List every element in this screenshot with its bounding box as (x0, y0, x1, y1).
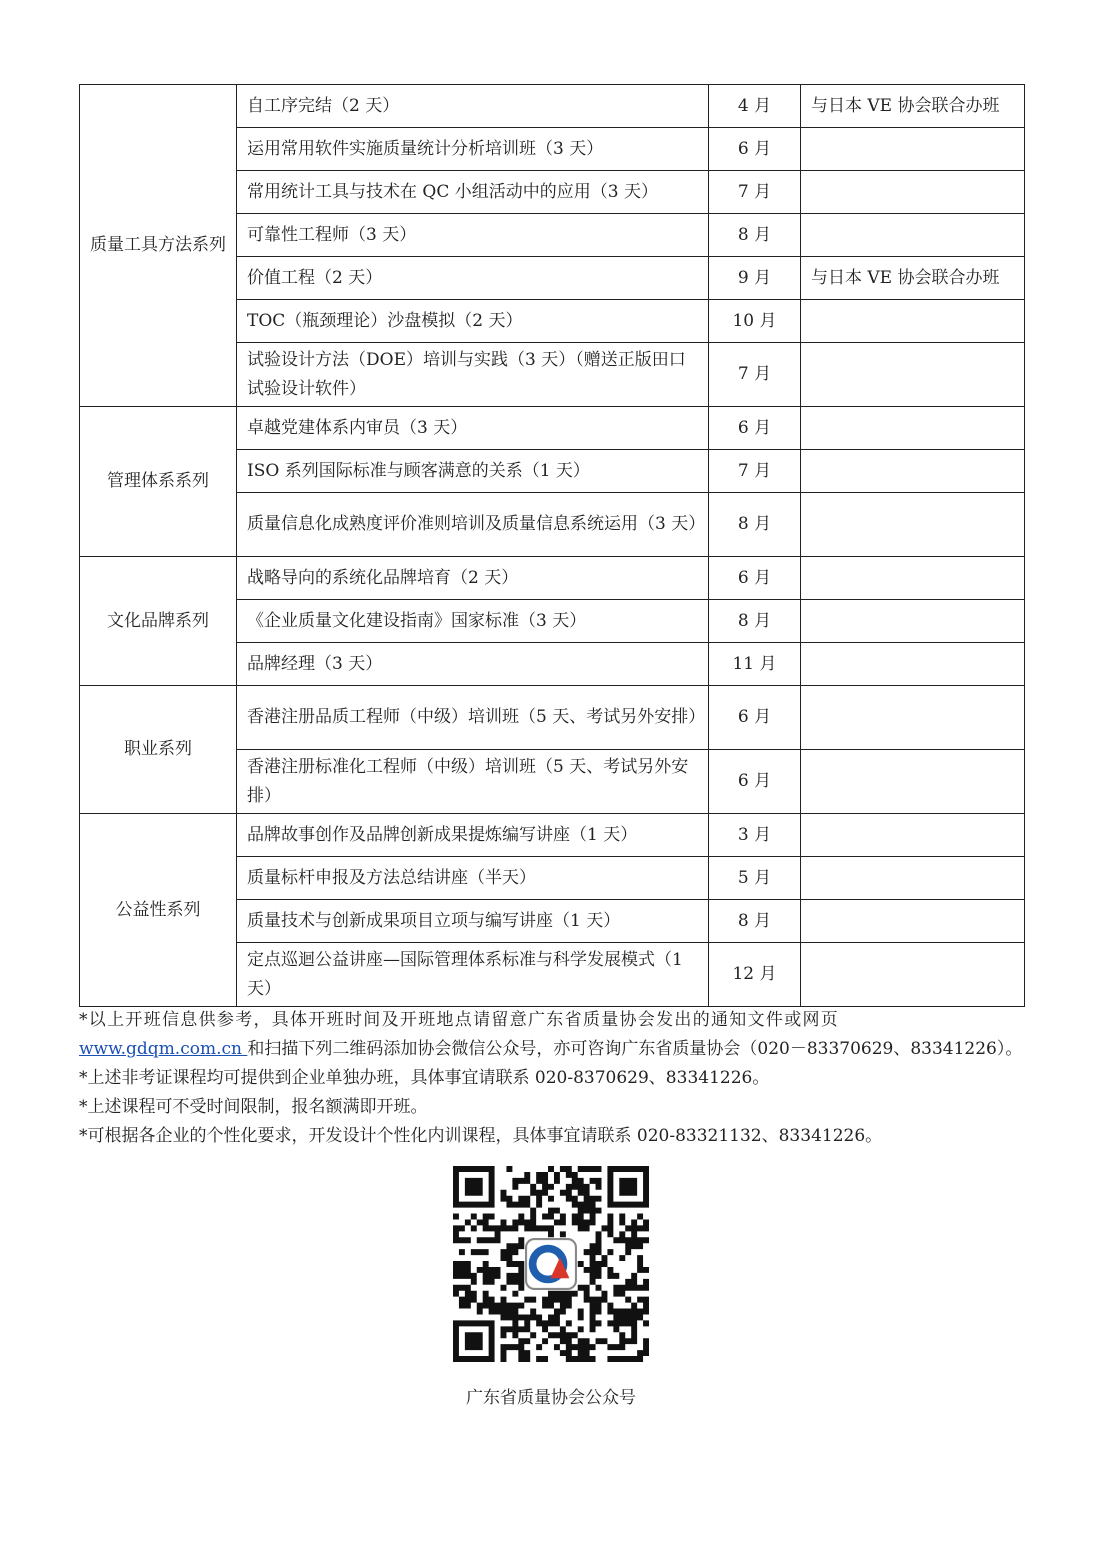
note-cell (801, 686, 1025, 750)
course-cell: 常用统计工具与技术在 QC 小组活动中的应用（3 天） (237, 171, 709, 214)
course-schedule-body (80, 85, 1025, 1007)
month-cell: 6 月 (709, 557, 801, 600)
table-row (80, 85, 1025, 128)
note-cell: 与日本 VE 协会联合办班 (801, 257, 1025, 300)
table-row (80, 686, 1025, 750)
wechat-qr-code (453, 1166, 649, 1362)
course-cell: 价值工程（2 天） (237, 257, 709, 300)
note-cell (801, 750, 1025, 814)
month-cell: 6 月 (709, 686, 801, 750)
note-1-suffix: 和扫描下列二维码添加协会微信公众号，亦可咨询广东省质量协会（020－83370629、83341226）。 (247, 1039, 1023, 1059)
course-cell: 香港注册品质工程师（中级）培训班（5 天、考试另外安排） (237, 686, 709, 750)
course-cell: ISO 系列国际标准与顾客满意的关系（1 天） (237, 450, 709, 493)
course-cell: 质量技术与创新成果项目立项与编写讲座（1 天） (237, 900, 709, 943)
month-cell: 7 月 (709, 450, 801, 493)
category-cell: 质量工具方法系列 (80, 85, 237, 407)
note-cell (801, 450, 1025, 493)
course-cell: 运用常用软件实施质量统计分析培训班（3 天） (237, 128, 709, 171)
month-cell: 6 月 (709, 407, 801, 450)
course-cell: 《企业质量文化建设指南》国家标准（3 天） (237, 600, 709, 643)
month-cell: 8 月 (709, 900, 801, 943)
note-cell: 与日本 VE 协会联合办班 (801, 85, 1025, 128)
website-link[interactable]: www.gdqm.com.cn (79, 1039, 248, 1059)
course-cell: 质量信息化成熟度评价准则培训及质量信息系统运用（3 天） (237, 493, 709, 557)
month-cell: 8 月 (709, 214, 801, 257)
qr-caption: 广东省质量协会公众号 (466, 1388, 636, 1408)
month-cell: 3 月 (709, 814, 801, 857)
course-cell: 试验设计方法（DOE）培训与实践（3 天）（赠送正版田口试验设计软件） (237, 343, 709, 407)
course-cell: 可靠性工程师（3 天） (237, 214, 709, 257)
note-1-cont (79, 1035, 1039, 1064)
course-cell: 战略导向的系统化品牌培育（2 天） (237, 557, 709, 600)
note-cell (801, 814, 1025, 857)
month-cell: 9 月 (709, 257, 801, 300)
note-cell (801, 600, 1025, 643)
category-cell: 管理体系系列 (80, 407, 237, 557)
note-4: *可根据各企业的个性化要求，开发设计个性化内训课程，具体事宜请联系 020-83321132、83341226。 (79, 1126, 883, 1146)
month-cell: 11 月 (709, 643, 801, 686)
qr-logo-icon (526, 1239, 576, 1289)
course-cell: 品牌经理（3 天） (237, 643, 709, 686)
month-cell: 6 月 (709, 128, 801, 171)
month-cell: 12 月 (709, 943, 801, 1007)
note-1-prefix: *以上开班信息供参考，具体开班时间及开班地点请留意广东省质量协会发出的通知文件或网页 (79, 1010, 840, 1030)
month-cell: 8 月 (709, 493, 801, 557)
note-cell (801, 214, 1025, 257)
category-cell: 职业系列 (80, 686, 237, 814)
category-cell: 文化品牌系列 (80, 557, 237, 686)
month-cell: 7 月 (709, 343, 801, 407)
note-3: *上述课程可不受时间限制，报名额满即开班。 (79, 1097, 428, 1117)
month-cell: 10 月 (709, 300, 801, 343)
note-cell (801, 900, 1025, 943)
note-cell (801, 343, 1025, 407)
note-cell (801, 857, 1025, 900)
table-row (80, 814, 1025, 857)
category-cell: 公益性系列 (80, 814, 237, 1007)
note-2: *上述非考证课程均可提供到企业单独办班，具体事宜请联系 020-8370629、83341226。 (79, 1068, 770, 1088)
note-cell (801, 493, 1025, 557)
course-cell: TOC（瓶颈理论）沙盘模拟（2 天） (237, 300, 709, 343)
note-cell (801, 643, 1025, 686)
note-1 (79, 1006, 1039, 1035)
course-schedule-table (79, 84, 1025, 1007)
note-cell (801, 171, 1025, 214)
note-cell (801, 128, 1025, 171)
month-cell: 6 月 (709, 750, 801, 814)
note-cell (801, 557, 1025, 600)
course-cell: 定点巡迴公益讲座—国际管理体系标准与科学发展模式（1 天） (237, 943, 709, 1007)
course-cell: 质量标杆申报及方法总结讲座（半天） (237, 857, 709, 900)
course-cell: 卓越党建体系内审员（3 天） (237, 407, 709, 450)
course-cell: 品牌故事创作及品牌创新成果提炼编写讲座（1 天） (237, 814, 709, 857)
month-cell: 7 月 (709, 171, 801, 214)
note-cell (801, 407, 1025, 450)
notes (79, 1006, 1039, 1151)
course-cell: 香港注册标准化工程师（中级）培训班（5 天、考试另外安排） (237, 750, 709, 814)
table-row (80, 407, 1025, 450)
month-cell: 4 月 (709, 85, 801, 128)
course-cell: 自工序完结（2 天） (237, 85, 709, 128)
month-cell: 5 月 (709, 857, 801, 900)
note-cell (801, 943, 1025, 1007)
table-row (80, 557, 1025, 600)
note-cell (801, 300, 1025, 343)
month-cell: 8 月 (709, 600, 801, 643)
